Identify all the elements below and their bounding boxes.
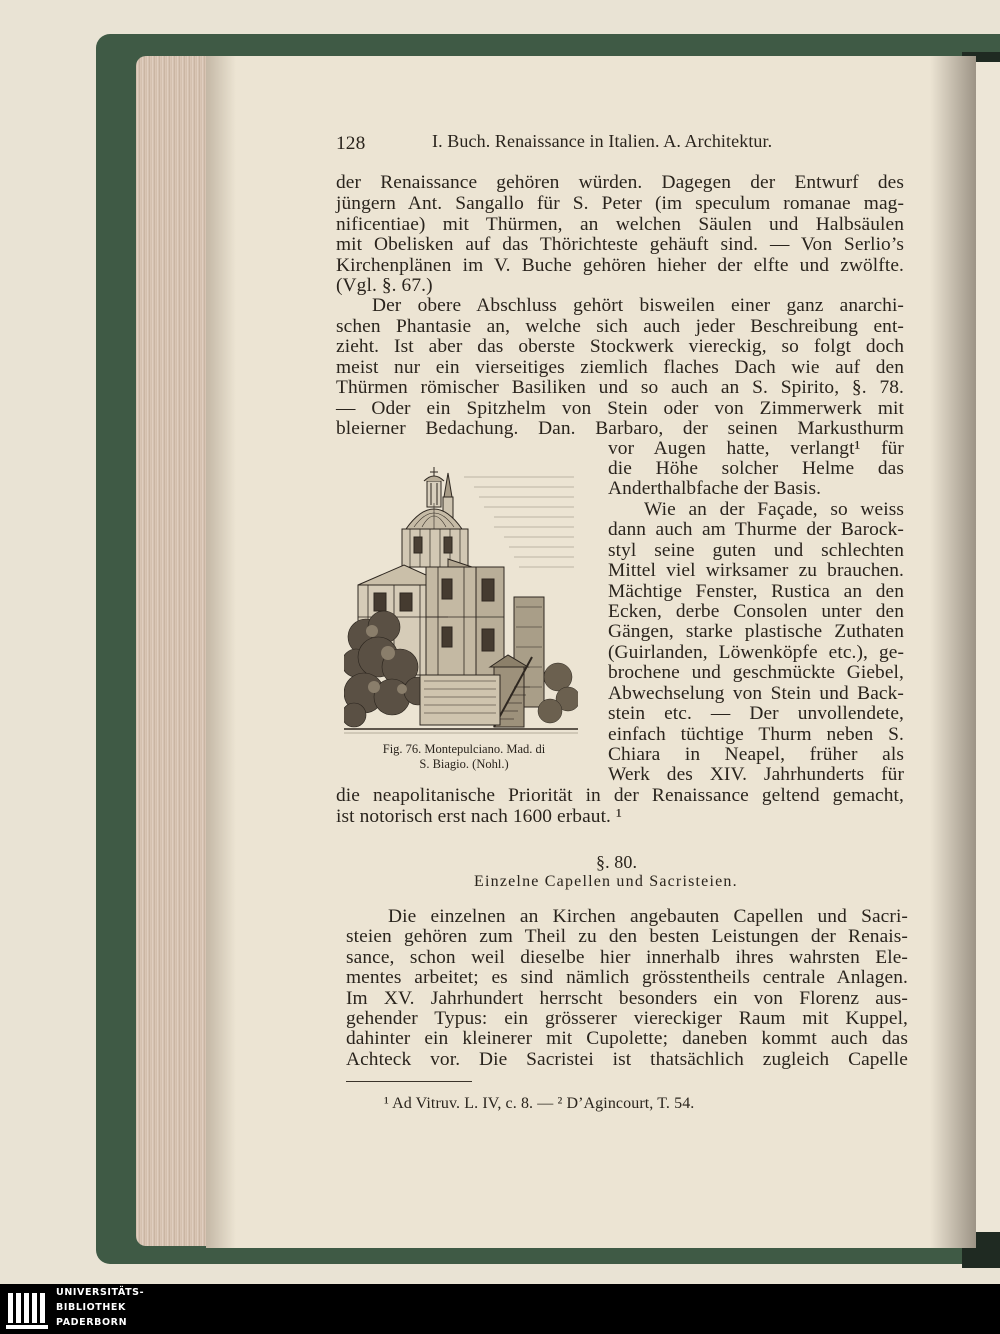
- figure-caption-line2: S. Biagio. (Nohl.): [419, 757, 509, 771]
- church-engraving-illustration: [344, 467, 578, 737]
- text-line: Die einzelnen an Kirchen angebauten Capellen und Sacri-: [388, 906, 908, 927]
- running-title: I. Buch. Renaissance in Italien. A. Architektur.: [432, 131, 773, 151]
- text-line: (Guirlanden, Löwenköpfe etc.), ge-: [608, 642, 904, 663]
- figure-caption-line1: Fig. 76. Montepulciano. Mad. di: [382, 742, 546, 756]
- text-line: Mittel viel wirksamer zu brauchen.: [608, 560, 904, 581]
- text-line: sance, schon weil dieselbe hier innerhalb ihres wahrsten Ele-: [346, 947, 908, 968]
- text-line: bleierner Bedachung. Dan. Barbaro, der seinen Markusthurm: [336, 418, 904, 439]
- section-number: §. 80.: [596, 852, 638, 872]
- text-line: Mächtige Fenster, Rustica an den: [608, 581, 904, 602]
- text-line: nificentiae) mit Thürmen, an welchen Säulen und Halbsäulen: [336, 214, 904, 235]
- footnote: ¹ Ad Vitruv. L. IV, c. 8. — ² D’Agincourt, T. 54.: [384, 1095, 695, 1112]
- library-name-line2: BIBLIOTHEK: [56, 1302, 126, 1313]
- page-shadow: [206, 56, 236, 1248]
- text-line: Werk des XIV. Jahrhunderts für: [608, 764, 904, 785]
- text-line: ist notorisch erst nach 1600 erbaut. ¹: [336, 806, 622, 827]
- text-line: Der obere Abschluss gehört bisweilen einer ganz anarchi-: [372, 295, 904, 316]
- footnote-rule: [346, 1081, 472, 1082]
- text-line: styl seine guten und schlechten: [608, 540, 904, 561]
- text-line: Chiara in Neapel, früher als: [608, 744, 904, 765]
- text-line: Ecken, derbe Consolen unter den: [608, 601, 904, 622]
- text-line: — Oder ein Spitzhelm von Stein oder von Zimmerwerk mit: [336, 398, 904, 419]
- text-line: brochene und geschmückte Giebel,: [608, 662, 904, 683]
- library-name-line1: UNIVERSITÄTS-: [56, 1287, 145, 1298]
- page-number: 128: [336, 133, 366, 154]
- page-gutter-shadow: [930, 56, 976, 1248]
- text-line: einfach tüchtige Thurm neben S.: [608, 724, 904, 745]
- text-line: Wie an der Façade, so weiss: [644, 499, 904, 520]
- text-line: die Höhe solcher Helme das: [608, 458, 904, 479]
- text-line: Abwechselung von Stein und Back-: [608, 683, 904, 704]
- text-line: mit Obelisken auf das Thörichteste gehäuft sind. — Von Serlio’s: [336, 234, 904, 255]
- text-line: stein etc. — Der unvollendete,: [608, 703, 904, 724]
- text-line: Kirchenplänen im V. Buche gehören hieher der elfte und zwölfte.: [336, 255, 904, 276]
- text-line: (Vgl. §. 67.): [336, 275, 433, 296]
- text-line: meist nur ein vierseitiges ziemlich flaches Dach wie auf den: [336, 357, 904, 378]
- text-line: Anderthalbfache der Basis.: [608, 478, 822, 499]
- text-line: Thürmen römischer Basiliken und so auch an S. Spirito, §. 78.: [336, 377, 904, 398]
- text-line: die neapolitanische Priorität in der Renaissance geltend gemacht,: [336, 785, 904, 806]
- text-line: gehender Typus: ein grösserer viereckiger Raum mit Kuppel,: [346, 1008, 908, 1029]
- text-line: Im XV. Jahrhundert herrscht besonders ein von Florenz aus-: [346, 988, 908, 1009]
- text-line: dann auch am Thurme der Barock-: [608, 519, 904, 540]
- page-edges: [136, 56, 216, 1246]
- text-line: der Renaissance gehören würden. Dagegen der Entwurf des: [336, 172, 904, 193]
- library-logo-icon: [6, 1287, 48, 1331]
- text-line: vor Augen hatte, verlangt¹ für: [608, 438, 904, 459]
- section-title: Einzelne Capellen und Sacristeien.: [474, 873, 738, 890]
- text-line: schen Phantasie an, welche sich auch jeder Beschreibung ent-: [336, 316, 904, 337]
- text-line: steien gehören zum Theil zu den besten Leistungen der Renais-: [346, 926, 908, 947]
- text-line: Achteck vor. Die Sacristei ist thatsächlich zugleich Capelle: [346, 1049, 908, 1070]
- text-line: Gängen, starke plastische Zuthaten: [608, 621, 904, 642]
- text-line: mentes arbeitet; es sind nämlich grösstentheils centrale Anlagen.: [346, 967, 908, 988]
- text-line: zieht. Ist aber das oberste Stockwerk viereckig, so folgt doch: [336, 336, 904, 357]
- text-line: jüngern Ant. Sangallo für S. Peter (im speculum romanae mag-: [336, 193, 904, 214]
- text-line: dahinter ein kleinerer mit Cupolette; daneben kommt auch das: [346, 1028, 908, 1049]
- library-name-line3: PADERBORN: [56, 1317, 128, 1328]
- library-footer-bar: [0, 1284, 1000, 1334]
